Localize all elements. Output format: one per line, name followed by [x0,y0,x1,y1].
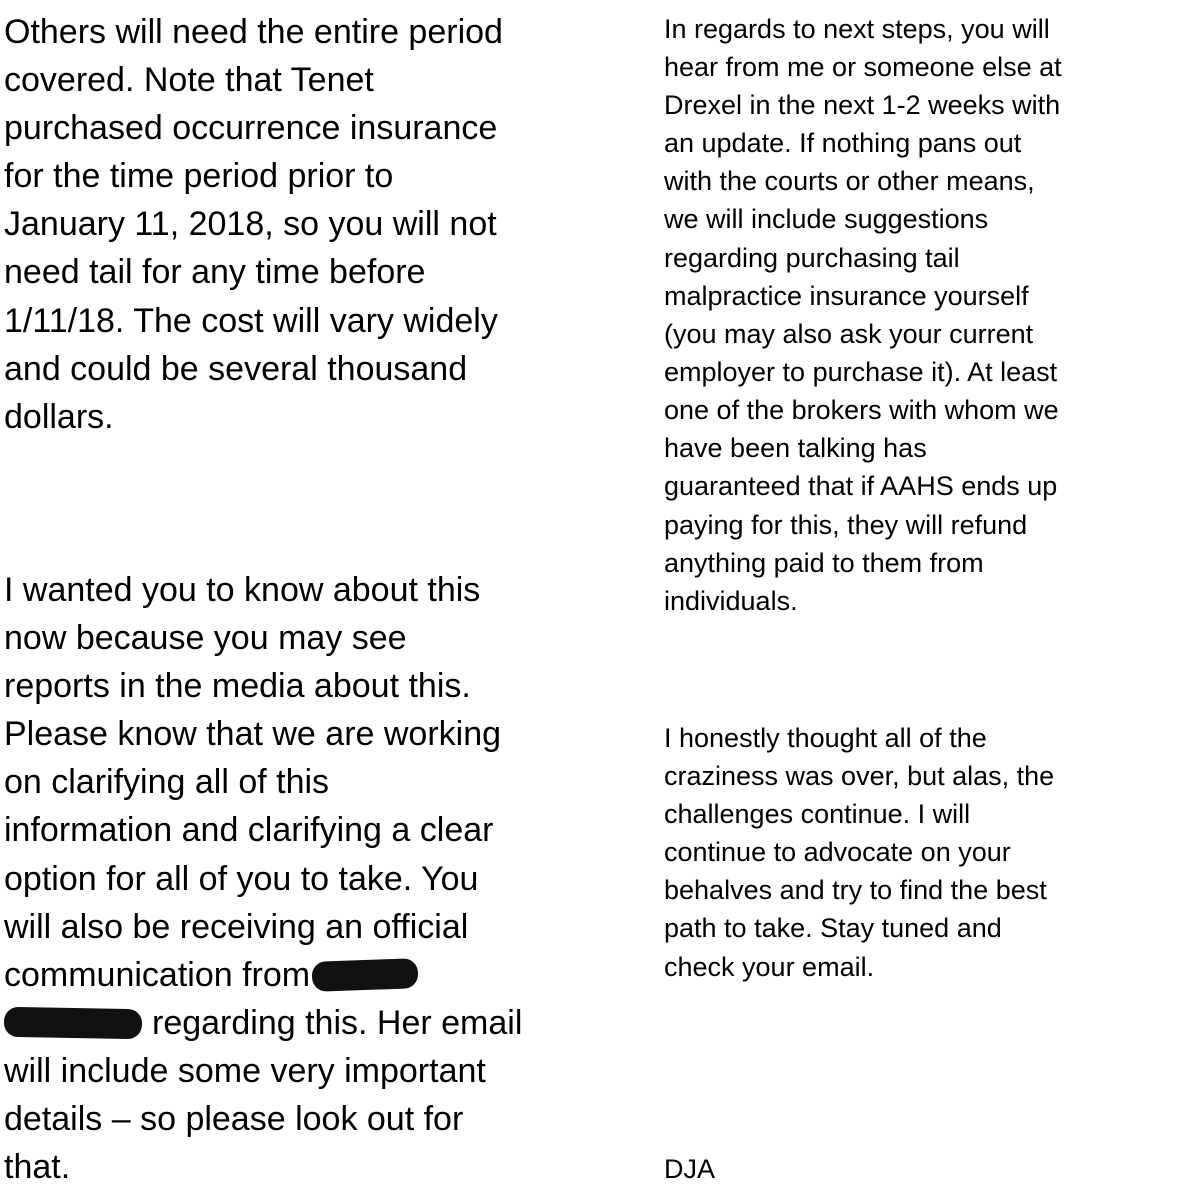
right-line: I honestly thought all of the [664,723,987,753]
right-line: guaranteed that if AAHS ends up [664,471,1058,501]
left-line: will also be receiving an official [4,908,469,946]
left-line: dollars. [4,398,114,436]
left-line: need tail for any time before [4,253,426,291]
left-line: I wanted you to know about this [4,571,481,609]
left-line: and could be several thousand [4,350,468,388]
left-line-with-redaction [4,999,522,1047]
left-line: January 11, 2018, so you will not [4,205,497,243]
right-line: craziness was over, but alas, the [664,761,1055,791]
right-line: one of the brokers with whom we [664,395,1059,425]
right-line: we will include suggestions [664,204,989,234]
left-line: will include some very important [4,1052,486,1090]
right-line: Drexel in the next 1-2 weeks with [664,90,1061,120]
right-line: (you may also ask your current [664,319,1034,349]
right-line: an update. If nothing pans out [664,128,1022,158]
right-line: individuals. [664,586,798,616]
right-line: with the courts or other means, [664,166,1035,196]
redaction-mark [312,958,419,992]
right-line: path to take. Stay tuned and [664,913,1002,943]
right-line: challenges continue. I will [664,799,971,829]
left-line: Please know that we are working [4,715,502,753]
left-line-with-redaction [4,951,418,999]
right-line: malpractice insurance yourself [664,281,1029,311]
right-line: paying for this, they will refund [664,510,1028,540]
left-line: Others will need the entire period [4,13,503,51]
left-line: communication from [4,956,311,994]
left-line: covered. Note that Tenet [4,61,374,99]
left-line: details – so please look out for [4,1100,464,1138]
signature-initials: DJA [664,1154,716,1184]
right-line: anything paid to them from [664,548,984,578]
left-line: reports in the media about this. [4,667,471,705]
right-line: regarding purchasing tail [664,243,960,273]
right-text-column [600,0,1200,1200]
right-line: hear from me or someone else at [664,52,1062,82]
right-line: continue to advocate on your [664,837,1011,867]
left-line: 1/11/18. The cost will vary widely [4,302,498,340]
left-line: information and clarifying a clear [4,811,494,849]
right-line: In regards to next steps, you will [664,14,1050,44]
redaction-mark [4,1007,143,1039]
right-line: have been talking has [664,433,927,463]
left-line: purchased occurrence insurance [4,109,498,147]
left-line: option for all of you to take. You [4,860,479,898]
right-line: employer to purchase it). At least [664,357,1058,387]
left-line: that. [4,1148,71,1186]
right-line: check your email. [664,952,875,982]
left-line: regarding this. Her email [152,1004,523,1042]
right-line: behalves and try to find the best [664,875,1047,905]
left-line: on clarifying all of this [4,763,330,801]
left-line: now because you may see [4,619,407,657]
left-line: for the time period prior to [4,157,394,195]
